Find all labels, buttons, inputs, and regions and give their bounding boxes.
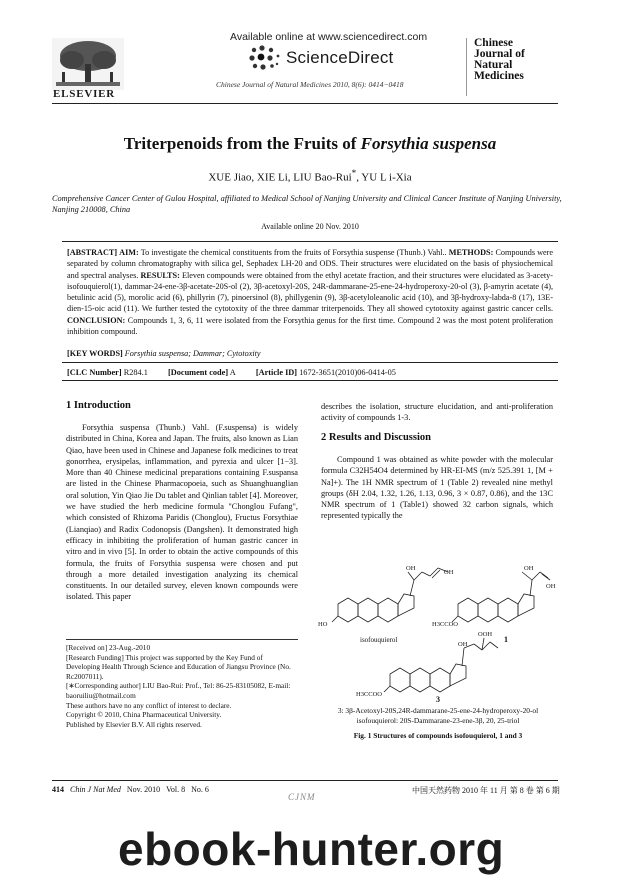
classification-line: [CLC Number] R284.1 [Document code] A [Article ID] 1672-3651(2010)06-0414-05 [67,368,396,377]
footer-left: 414 Chin J Nat Med Nov. 2010 Vol. 8 No. 6 [52,785,209,794]
intro-continued: describes the isolation, structure elucidation, and anti-proliferation activity of compounds 1-3. [321,402,553,423]
research-funding: [Research Funding] This project was supported by the Key Fund of Developing Health Through Science and Education of Jiangsu Province (No. Rc2007011). [66,652,291,681]
structure-name-isofouquierol: isofouquierol [360,636,398,644]
sciencedirect-brand: ScienceDirect [286,48,394,67]
journal-name-line: Natural [474,59,513,71]
introduction-paragraph: Forsythia suspensa (Thunb.) Vahl. (F.suspensa) is widely distributed in China, Korea and Japan. The fruits, also known as Lian Qiao, have been used in Chinese and Japanese folk medicines to treat gonorrhea, erysipelas, inflammation, and pyrexia and ulcer [1−3]. More than 40 Chinese medicinal preparations containing F.suspansa are listed in the Chinese Pharmacopoeia, such as Shuanghuanglian oral solution, Yin Qiao Jie Du tablet and Qinlian tablet [4]. Moreover, we have studied the herb medicine formula "Chonglou Fufang", which consisted of Rhizoma Paridis (Chonglou), Fructus Forsythiae (Lianqiao) and Radix Codonopsis (Dangshen). It demonstrated high efficacy in inhibiting the proliferation of human gastric cancer in vitro and in vivo [5]. In order to obtain the active compounds of this formula, the fruits of Forsythia suspensa were chosen and put through a more detailed investigation analyzing its chemical constituents. In our detailed survey, eleven known compounds were isolated. This paper [66,423,298,602]
copyright: Copyright © 2010, China Pharmaceutical University. [66,710,222,720]
journal-name-box [466,38,562,96]
abstract-top-rule [62,241,558,242]
structure-label-oh: OH [444,569,454,576]
footnote-rule [66,639,298,640]
elsevier-tree-icon [52,38,124,90]
section-heading-results: 2 Results and Discussion [321,432,431,443]
journal-name-line: Chinese [474,37,513,49]
classification-rule [62,380,558,381]
structure-label-h3ccoo: H3CCOO [356,691,383,698]
corresponding-author: [∗Corresponding author] LIU Bao-Rui: Prof., Tel: 86-25-83105082, E-mail: baoruiliu@hotmail.com [66,681,291,700]
structure-label-oh: OH [524,565,534,572]
footnotes [66,643,298,729]
structure-label-oh: OH [458,641,468,648]
received-date: [Received on] 23-Aug.-2010 [66,643,151,652]
watermark-text: ebook-hunter.org [118,823,505,875]
journal-name-line: Journal of [474,48,525,60]
abstract-bottom-rule [62,362,558,363]
affiliation: Comprehensive Cancer Center of Gulou Hospital, affiliated to Medical School of Nanjing University and Clinical Cancer Institute of Nanjing University, Nanjing 210008, China [52,194,562,214]
results-paragraph: Compound 1 was obtained as white powder with the molecular formula C32H54O4 determined by HR-EI-MS (m/z 525.391 1, [M + Na]+). The 1H NMR spectrum of 1 (Table 2) revealed nine methyl groups (δH 2.04, 1.32, 1.26, 1.13, 0.96, 3 × 0.87, 0.86), and the 13C NMR spectrum of 1 (Table1) showed 32 carbon signals, which represented typically the [321,455,553,521]
available-online-text: Available online at www.sciencedirect.com [230,31,428,43]
abstract: [ABSTRACT] AIM: To investigate the chemical constituents from the fruits of Forsythia suspense (Thunb.) Vahl.. METHODS: Compounds were separated by column chromatography with silica gel, Sephadex LH-20 and ODS. Their structures were elucidated on the basis of physiochemical and spectral analyses. RESULTS: Eleven compounds were obtained from the ethyl acetate fraction, and their structures were elucidated as 3-acety-isofouquierol(1), dammar-24-ene-3β-acetate-20S-ol (2), 3β-acetoxyl-20S, 24R-dammarane-25-ene-24-hydroperoxy-20-ol (3), β-amyrin acetate (4), betulinic acid (5), morolic acid (6), phillyrin (7), pinoersinol (8), phillygenin (9), 3β-acetyloleanolic acid (10), and 3β-hydroxy-labda-8 (17), 13E-dien-15-oic acid (11). We further tested the cytotoxity of the three dammar triterpenoids. They all showed cytotoxity against gastric cancer cells. CONCLUSION: Compounds 1, 3, 6, 11 were isolated from the Forsythia genus for the first time. Compound 2 was the most potent proliferation inhibition compound. [67,248,554,337]
conflict-statement: These authors have no any conflict of interest to declare. [66,700,232,710]
structure-label-oh: OH [406,565,416,572]
figure-caption: Fig. 1 Structures of compounds isofouquierol, 1 and 3 [353,731,523,740]
available-online-date: Available online 20 Nov. 2010 [261,222,359,231]
author-list: XUE Jiao, XIE Li, LIU Bao-Rui*, YU L i-Xia [208,168,412,184]
figure-structure-names: 3: 3β-Acetoxyl-20S,24R-dammarane-25-ene-24-hydroperoxy-20-ol isofouquierol: 20S-Dammarane-23-ene-3β, 20, 25-triol [337,706,539,725]
sciencedirect-logo-icon [248,44,282,72]
chemical-structures-figure [318,532,558,704]
published-by: Published by Elsevier B.V. All rights reserved. [66,719,202,729]
structure-label-ooh: OOH [478,631,493,638]
structure-number-1: 1 [504,635,508,644]
structure-number-3: 3 [436,695,440,704]
journal-citation: Chinese Journal of Natural Medicines 2010, 8(6): 0414−0418 [216,80,404,89]
footer-right: 中国天然药物 2010 年 11 月 第 8 卷 第 6 期 [412,786,560,795]
cjnm-footer-logo: CJNM [288,792,316,802]
header-rule [52,103,558,104]
section-heading-introduction: 1 Introduction [66,400,131,411]
structure-label-oh: OH [546,583,556,590]
journal-name-line: Medicines [474,70,524,82]
footer-rule [52,780,558,781]
elsevier-logo-text: ELSEVIER [53,88,116,100]
structure-label-ho: HO [318,621,328,628]
article-title: Triterpenoids from the Fruits of Forsythia suspensa [123,134,497,153]
structure-label-h3ccoo: H3CCOO [432,621,459,628]
keywords: [KEY WORDS] Forsythia suspensa; Dammar; Cytotoxity [67,349,261,358]
